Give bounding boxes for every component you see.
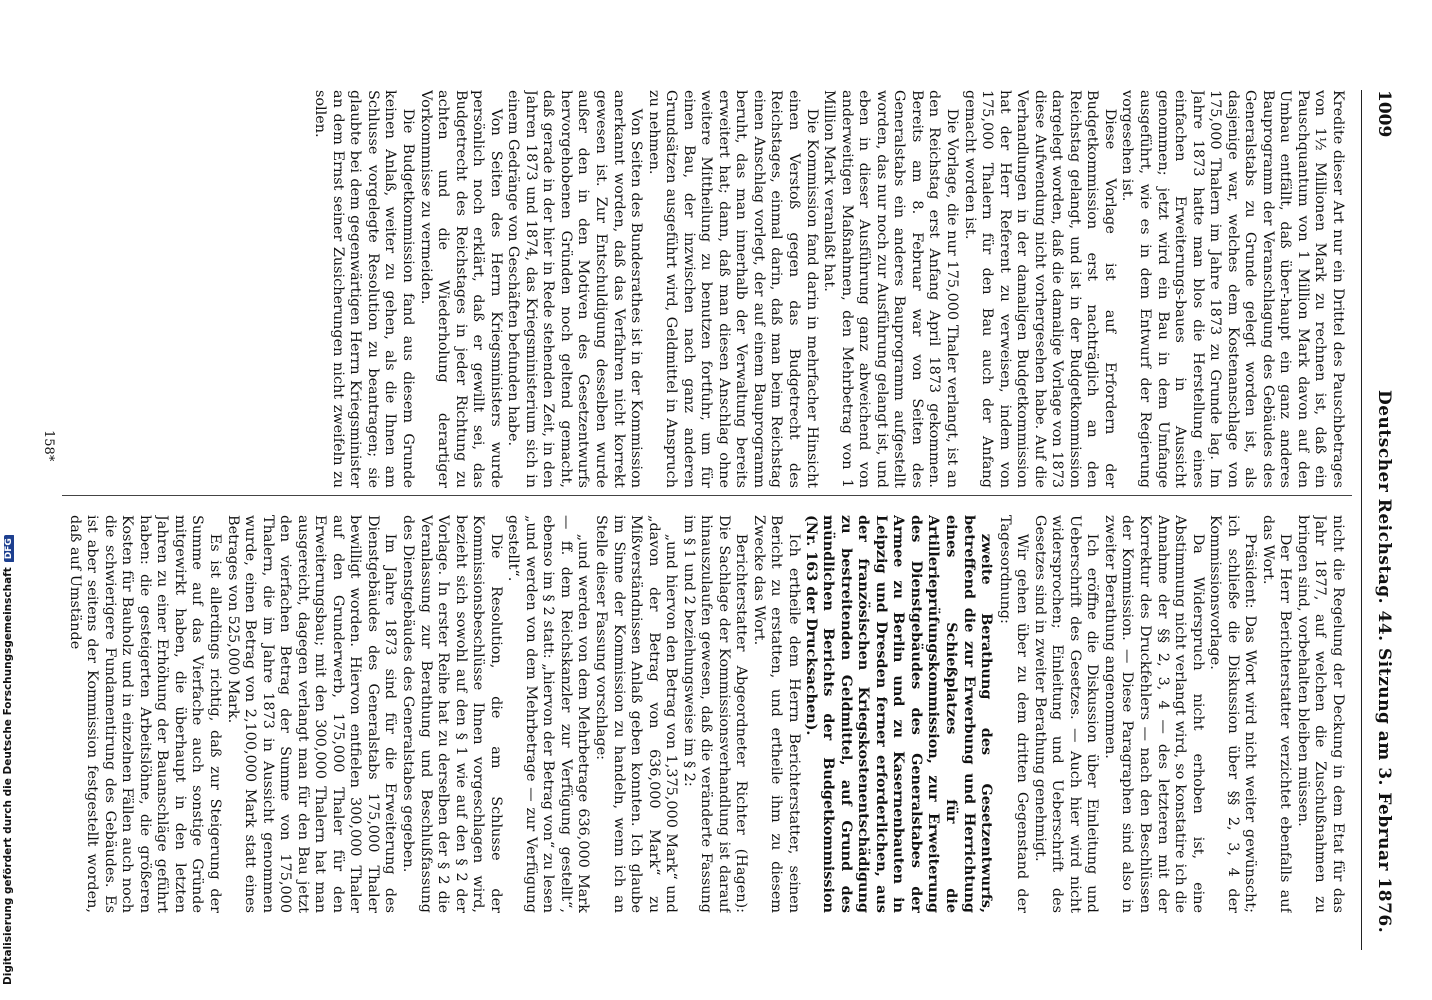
paragraph: Ich eröffne die Diskussion über Einleitung und Ueberschrift des Gesetzes. — Auch hier wird nicht widersprochen; Einleitung und Ueberschrift des Gesetzes sind in zweiter Berathung genehmigt.: [1031, 515, 1101, 913]
paragraph: Im Jahre 1873 sind für die Erweiterung des Dienstgebäudes des Generalstabs 175,000 Thaler bewilligt worden. Hiervon entfielen 300,000 Thaler auf den Grunderwerb, 175,000 Thaler für den Erweiterungsbau; mit den 300,000 Thalern hat man ausgereicht, dagegen verlangt man für den Bau jetzt den vierfachen Betrag der Summe von 175,000 Thalern, die im Jahre 1873 in Aussicht genommen wurde, einen Betrag von 2,100,000 Mark statt eines Betrages von 525,000 Mark.: [224, 515, 399, 913]
sheet-signature: 158*: [41, 430, 56, 462]
paragraph: Ich ertheile dem Herrn Berichterstatter, seinen Bericht zu erstatten, und ertheile ihm zu diesem Zwecke das Wort.: [750, 515, 803, 913]
paragraph: nicht die Regelung der Deckung in dem Etat für das Jahr 1877, auf welchen die Zuschußnahmen zu bringen sind, vorbehalten bleiben müssen.: [1294, 515, 1346, 913]
paragraph: Es ist allerdings richtig, daß zur Steigerung der Summe auf das Vierfache auch sonstige Gründe mitgewirkt haben, die überhaupt in den letzten Jahren zu einer Erhöhung der Bauanschläge geführt haben: die gesteigerten Arbeitslöhne, die größeren Kosten für Bauholz und in einzelnen Fällen auch noch die schwierigere Fundamentirung des Gebäudes. Es ist aber seitens der Kommission festgestellt worden, daß auf Umstände: [66, 515, 223, 913]
paragraph: Da Widerspruch nicht erhoben ist, eine Abstimmung nicht verlangt wird, so konstatire ich die Annahme der §§ 2, 3, 4 — des letzteren mit der Korrektur des Druckfehlers — nach den Beschlüssen der Kommission. — Diese Paragraphen sind also in zweiter Berathung angenommen.: [1101, 515, 1206, 913]
paragraph: Berichterstatter Abgeordneter Richter (Hagen): Die Sachlage der Kommissionsverhandlung ist darauf hinauszulaufen gewesen, daß die veränderte Fassung im § 1 und 2 beziehungsweise im § 2:: [680, 515, 750, 913]
paragraph: Kredite dieser Art nur ein Drittel des Pauschbetrages von 1½ Millionen Mark zu rechnen ist, daß ein Pauschquantum von 1 Million Mark davon auf den Umbau entfällt, daß über-haupt ein ganz anderes Bauprogramm der Veranschlagung des Gebäudes des Generalstabs zu Grunde gelegt worden ist, als dasjenige war, welches dem Kostenanschlage von 175,000 Thalern im Jahre 1873 zu Grunde lag. Im Jahre 1873 hatte man blos die Herstellung eines einfachen Erweiterungs-baues in Aussicht genommen; jetzt wird ein Bau in dem Umfange ausgeführt, wie es in dem Entwurf der Regierung vorgesehen ist.: [1119, 90, 1346, 488]
left-column: [56, 90, 1346, 488]
paragraph: Diese Vorlage ist auf Erfordern der Budgetkommission erst nachträglich an den Reichstag gelangt, und ist in der Budgetkommission dargelegt worden, daß die damalige Vorlage von 1873 diese Aufwendung nicht vorhergesehen habe. Auf die Verhandlungen in der damaligen Budgetkommission hat der Herr Referent zu verweisen, indem von 175,000 Thalern für den Bau auch der Anfang gemacht worden ist.: [961, 90, 1118, 488]
paragraph: Von Seiten des Herrn Kriegsministers wurde persönlich noch erklärt, daß er gewillt sei, das Budgetrecht des Reichstages in jeder Richtung zu achten und die Wiederholung derartiger Vorkommnisse zu vermeiden.: [417, 90, 504, 488]
page-title: Deutscher Reichstag. 44. Sitzung am 3. Februar 1876.: [1374, 390, 1394, 934]
paragraph: Der Herr Berichterstatter verzichtet ebenfalls auf das Wort.: [1259, 515, 1294, 913]
right-column: [56, 515, 1346, 913]
page-header: [1361, 90, 1402, 950]
paragraph: „und werden von dem Mehrbetrage 636,000 Mark — ff. dem Reichskanzler zur Verfügung gestellt“, ebenso im § 2 statt: „hiervon der Betrag von“ zu lesen „und werden von dem Mehrbetrage — zur Verfügung gestellt“.: [505, 515, 592, 913]
paragraph: Von Seiten des Bundesrathes ist in der Kommission anerkannt worden, daß das Verfahren nicht korrekt gewesen ist. Zur Entschuldigung desselben wurde außer den in den Motiven des Gesetzentwurfs hervorgehobenen Gründen noch geltend gemacht, daß gerade in der hier in Rede stehenden Zeit, in den Jahren 1873 und 1874, das Kriegsministerium sich in einem Gedränge von Geschäften befunden habe.: [505, 90, 645, 488]
paragraph: Die Budgetkommission fand aus diesem Grunde keinen Anlaß, weiter zu gehen, als die Ihnen am Schlusse vorgelegte Resolution zu beantragen; sie glaubte bei dem gegenwärtigen Herrn Kriegsminister an dem Ernst seiner Zusicherungen nicht zweifeln zu sollen.: [312, 90, 417, 488]
dfg-logo: DFG: [4, 535, 15, 562]
paragraph: Die Resolution, die am Schlusse der Kommissionsbeschlüsse Ihnen vorgeschlagen wird, bezieht sich sowohl auf den § 1 wie auf den § 2 der Vorlage. In erster Reihe hat zu derselben der § 2 die Veranlassung zur Berathung und Beschlußfassung des Dienstgebäudes des Generalstabes gegeben.: [400, 515, 504, 913]
paragraph: zweite Berathung des Gesetzentwurfs, betreffend die zur Erwerbung und Herrichtung eines Schießplatzes für die Artillerieprüfungskommission, zur Erweiterung des Dienstgebäudes des Generalstabes der Armee zu Berlin und zu Kasernenbauten in Leipzig und Dresden ferner erforderlichen, aus der französischen Kriegskostenentschädigung zu bestreitenden Geldmittel, auf Grund des mündlichen Berichts der Budgetkommission (Nr. 163 der Drucksachen).: [802, 515, 996, 913]
digitization-credit-text: Digitalisierung gefördert durch die Deutsche Forschungsgemeinschaft: [2, 567, 14, 985]
column-divider: [62, 495, 1352, 496]
paragraph: „und hiervon den Betrag von 1,375,000 Mark“ und „davon der Betrag von 636,000 Mark“ zu Mißverständnissen Anlaß geben konnten. Ich glaube im Sinne der Kommission zu handeln, wenn ich an Stelle dieser Fassung vorschlage:: [593, 515, 680, 913]
paragraph: Die Vorlage, die nur 175,000 Thaler verlangt, ist an den Reichstag erst Anfang April 1873 gekommen. Bereits am 8. Februar war von Seiten des Generalstabs ein anderes Bauprogramm aufgestellt worden, das nur noch zur Ausführung gelangt ist, und eben in dieser Ausführung ganz abweichend von anderweitigen Maßnahmen, den Mehrbetrag von 1 Million Mark veranlaßt hat.: [821, 90, 960, 488]
document-page: [14, 0, 1414, 1000]
paragraph: Präsident: Das Wort wird nicht weiter gewünscht; ich schließe die Diskussion über §§ 2, 3, 4 der Kommissionsvorlage.: [1207, 515, 1259, 913]
page-number: 1009: [1374, 90, 1394, 138]
paragraph: Wir gehen über zu dem dritten Gegenstand der Tagesordnung:: [996, 515, 1031, 913]
paragraph: Die Kommission fand darin in mehrfacher Hinsicht einen Verstoß gegen das Budgetrecht des Reichstages, einmal darin, daß man beim Reichstag einen Anschlag vorlegt, der auf einem Bauprogramm beruht, das man innerhalb der Verwaltung bereits erweitert hat; dann, daß man diesen Anschlag ohne weitere Mittheilung zu benutzen fortfuhr, um für einen Bau, der inzwischen nach ganz anderen Grundsätzen ausgeführt wird, Geldmittel in Anspruch zu nehmen.: [645, 90, 820, 488]
